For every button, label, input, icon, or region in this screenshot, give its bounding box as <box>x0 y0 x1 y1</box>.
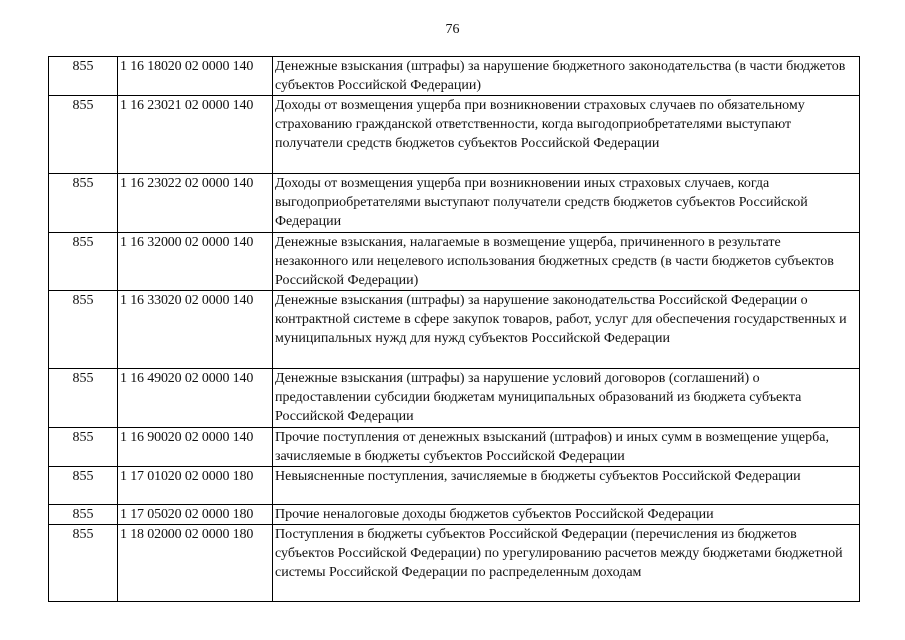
revenue-name-cell: Доходы от возмещения ущерба при возникновении страховых случаев по обязательному страхованию гражданской ответственности, когда выгодоприобретателями выступают получатели средств бюджетов субъектов Российской Федерации <box>273 96 860 174</box>
table-row <box>49 467 860 505</box>
admin-code-cell: 855 <box>49 57 118 96</box>
revenue-code-cell: 1 16 18020 02 0000 140 <box>118 57 273 96</box>
revenue-code-cell: 1 16 49020 02 0000 140 <box>118 369 273 428</box>
table-row <box>49 428 860 467</box>
table-row <box>49 96 860 174</box>
budget-revenue-table <box>48 56 860 602</box>
revenue-name-cell: Поступления в бюджеты субъектов Российской Федерации (перечисления из бюджетов субъектов Российской Федерации) по урегулированию расчетов между бюджетами бюджетной системы Российской Федерации по распределенным доходам <box>273 525 860 602</box>
table-row <box>49 291 860 369</box>
revenue-name-cell: Прочие поступления от денежных взысканий (штрафов) и иных сумм в возмещение ущерба, зачисляемые в бюджеты субъектов Российской Федерации <box>273 428 860 467</box>
admin-code-cell: 855 <box>49 467 118 505</box>
table-row <box>49 57 860 96</box>
revenue-code-cell: 1 16 23022 02 0000 140 <box>118 174 273 233</box>
revenue-code-cell: 1 16 33020 02 0000 140 <box>118 291 273 369</box>
table-row <box>49 525 860 602</box>
revenue-name-cell: Денежные взыскания (штрафы) за нарушение законодательства Российской Федерации о контрактной системе в сфере закупок товаров, работ, услуг для обеспечения государственных и муниципальных нужд для нужд субъектов Российской Федерации <box>273 291 860 369</box>
admin-code-cell: 855 <box>49 291 118 369</box>
page-number: 76 <box>445 22 460 37</box>
revenue-name-cell: Доходы от возмещения ущерба при возникновении иных страховых случаев, когда выгодоприобретателями выступают получатели средств бюджетов субъектов Российской Федерации <box>273 174 860 233</box>
table-row <box>49 369 860 428</box>
table-row <box>49 233 860 291</box>
table-row <box>49 505 860 525</box>
table-row <box>49 174 860 233</box>
revenue-name-cell: Прочие неналоговые доходы бюджетов субъектов Российской Федерации <box>273 505 860 525</box>
revenue-name-cell: Денежные взыскания, налагаемые в возмещение ущерба, причиненного в результате незаконного или нецелевого использования бюджетных средств (в части бюджетов субъектов Российской Федерации) <box>273 233 860 291</box>
revenue-code-cell: 1 16 32000 02 0000 140 <box>118 233 273 291</box>
revenue-name-cell: Денежные взыскания (штрафы) за нарушение условий договоров (соглашений) о предоставлении субсидии бюджетам муниципальных образований из бюджета субъекта Российской Федерации <box>273 369 860 428</box>
admin-code-cell: 855 <box>49 96 118 174</box>
admin-code-cell: 855 <box>49 525 118 602</box>
revenue-code-cell: 1 17 05020 02 0000 180 <box>118 505 273 525</box>
admin-code-cell: 855 <box>49 428 118 467</box>
revenue-name-cell: Денежные взыскания (штрафы) за нарушение бюджетного законодательства (в части бюджетов субъектов Российской Федерации) <box>273 57 860 96</box>
admin-code-cell: 855 <box>49 505 118 525</box>
revenue-code-cell: 1 16 90020 02 0000 140 <box>118 428 273 467</box>
revenue-name-cell: Невыясненные поступления, зачисляемые в бюджеты субъектов Российской Федерации <box>273 467 860 505</box>
revenue-code-cell: 1 18 02000 02 0000 180 <box>118 525 273 602</box>
revenue-code-cell: 1 17 01020 02 0000 180 <box>118 467 273 505</box>
admin-code-cell: 855 <box>49 369 118 428</box>
admin-code-cell: 855 <box>49 174 118 233</box>
revenue-code-cell: 1 16 23021 02 0000 140 <box>118 96 273 174</box>
admin-code-cell: 855 <box>49 233 118 291</box>
